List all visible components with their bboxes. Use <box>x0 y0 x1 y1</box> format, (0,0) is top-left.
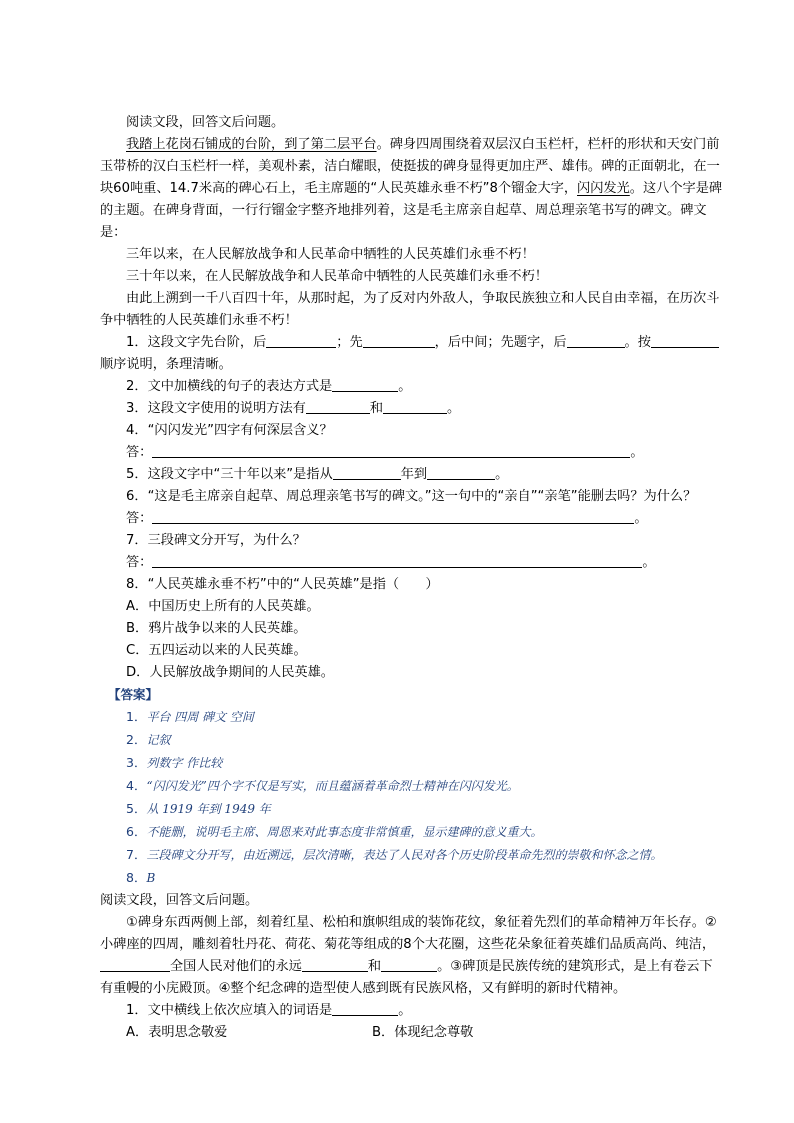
question-5: 5．这段文字中“三十年以来”是指从 年到 。 <box>126 467 509 482</box>
answer-blank[interactable] <box>100 957 170 972</box>
answer-blank[interactable] <box>266 333 336 348</box>
question-8: 8．“人民英雄永垂不朽”中的“人民英雄”是指（ ） <box>126 577 439 592</box>
inscription-line-3: 由此上溯到一千八百四十年，从那时起，为了反对内外敌人，争取民族独立和人民自由幸福，在历次斗争中牺牲的人民英雄们永垂不朽！ <box>100 291 720 328</box>
answer-item: 4．“闪闪发光”四个字不仅是写实，而且蕴涵着革命烈士精神在闪闪发光。 <box>126 778 519 793</box>
answer-blank[interactable] <box>381 957 437 972</box>
section2-question-1: 1．文中横线上依次应填入的词语是 。 <box>126 1003 412 1018</box>
question-4: 4．“闪闪发光”四字有何深层含义？ <box>126 423 333 438</box>
option-a: A．表明思念敬爱 <box>126 1025 228 1040</box>
answers-heading: 【答案】 <box>108 687 159 702</box>
answer-item: 8．B <box>126 870 156 885</box>
answer-blank[interactable] <box>427 465 495 480</box>
answer-blank[interactable] <box>567 333 625 348</box>
answer-blank[interactable] <box>383 399 447 414</box>
answer-blank[interactable] <box>333 465 401 480</box>
answer-blank[interactable] <box>306 399 370 414</box>
answer-blank[interactable] <box>363 333 435 348</box>
answer-item: 5．从 1919 年到 1949 年 <box>126 801 271 816</box>
section2-options <box>100 1022 725 1044</box>
inscription-line-2: 三十年以来，在人民解放战争和人民革命中牺牲的人民英雄们永垂不朽！ <box>126 269 548 284</box>
answer-line-6: 答： 。 <box>126 511 648 526</box>
option-b: B．体现纪念尊敬 <box>372 1025 474 1040</box>
answer-blank[interactable] <box>152 553 642 568</box>
question-7: 7．三段碑文分开写，为什么？ <box>126 533 306 548</box>
answer-blank[interactable] <box>302 957 368 972</box>
option-c: C．五四运动以来的人民英雄。 <box>126 643 307 658</box>
underlined-sentence: 我踏上花岗石铺成的台阶，到了第二层平台 <box>126 137 377 152</box>
answer-blank[interactable] <box>152 443 630 458</box>
answer-item: 6．不能删，说明毛主席、周恩来对此事态度非常慎重，显示建碑的意义重大。 <box>126 824 543 839</box>
section2-intro: 阅读文段，回答文后问题。 <box>100 893 259 908</box>
answer-item: 1．平台 四周 碑文 空间 <box>126 709 254 724</box>
question-2: 2．文中加横线的句子的表达方式是 。 <box>126 379 412 394</box>
answer-item: 2．记叙 <box>126 732 171 747</box>
answer-blank[interactable] <box>152 509 634 524</box>
answer-line-7: 答： 。 <box>126 555 656 570</box>
option-a: A．中国历史上所有的人民英雄。 <box>126 599 320 614</box>
answer-item: 3．列数字 作比较 <box>126 755 223 770</box>
option-d: D．人民解放战争期间的人民英雄。 <box>126 665 334 680</box>
section1-intro: 阅读文段，回答文后问题。 <box>126 115 285 130</box>
question-1: 1．这段文字先台阶，后 ；先 ，后中间；先题字，后 。按顺序说明，条理清晰。 <box>100 332 725 376</box>
question-3: 3．这段文字使用的说明方法有 和 。 <box>126 401 461 416</box>
inscription-line-1: 三年以来，在人民解放战争和人民革命中牺牲的人民英雄们永垂不朽！ <box>126 247 535 262</box>
passage2: ①碑身东西两侧上部，刻着红星、松柏和旗帜组成的装饰花纹，象征着先烈们的革命精神万年长存。②小碑座的四周，雕刻着牡丹花、荷花、菊花等组成的8个大花圈，这些花朵象征着英雄们品质高尚、纯洁，全国人民对他们的永远 和 。③碑顶是民族传统的建筑形式，是上有卷云下有重幔的小庑殿顶。④整个纪念碑的造型使人感到既有民族风格，又有鲜明的新时代精神。 <box>100 915 717 996</box>
answer-blank[interactable] <box>332 1001 398 1016</box>
underlined-phrase: 闪闪发光 <box>577 181 630 196</box>
answer-item: 7．三段碑文分开写，由近溯远，层次清晰，表达了人民对各个历史阶段革命先烈的崇敬和怀念之情。 <box>126 847 663 862</box>
passage1: 我踏上花岗石铺成的台阶，到了第二层平台。碑身四周围绕着双层汉白玉栏杆，栏杆的形状和天安门前玉带桥的汉白玉栏杆一样，美观朴素，洁白耀眼，使挺拔的碑身显得更加庄严、雄伟。碑的正面朝北，在一块60吨重、14.7米高的碑心石上，毛主席题的“人民英雄永垂不朽”8个镏金大字，闪闪发光。这八个字是碑的主题。在碑身背面，一行行镏金字整齐地排列着，这是毛主席亲自起草、周总理亲笔书写的碑文。碑文是： <box>100 137 723 240</box>
answer-line-4: 答： 。 <box>126 445 644 460</box>
option-b: B．鸦片战争以来的人民英雄。 <box>126 621 307 636</box>
answer-blank[interactable] <box>651 333 719 348</box>
question-6: 6．“这是毛主席亲自起草、周总理亲笔书写的碑文。”这一句中的“亲自”“亲笔”能删去吗？为什么？ <box>126 489 697 504</box>
document-page <box>100 112 725 1044</box>
answer-blank[interactable] <box>332 377 398 392</box>
